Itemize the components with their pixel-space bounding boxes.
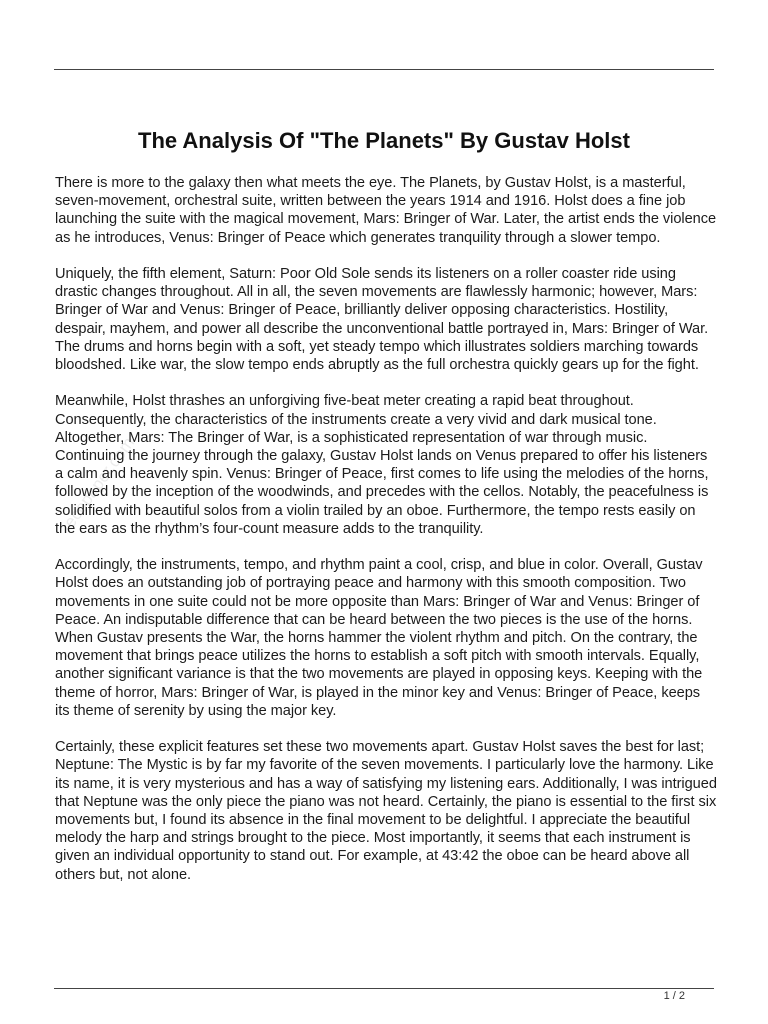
watermark: ecopaper.com xyxy=(60,433,139,532)
footer-divider xyxy=(54,988,714,989)
paragraph: Accordingly, the instruments, tempo, and rhythm paint a cool, crisp, and blue in color. Overall, Gustav Holst does an outstanding job of portraying peace and harmony with this smooth composition. Two movements in one suite could not be more opposite than Mars: Bringer of War and Venus: Bringer of Peace. An indisputable difference that can be heard between the two pieces is the use of the horns. When Gustav presents the War, the horns hammer the violent rhythm and pitch. On the contrary, the movement that brings peace utilizes the horns to establish a soft pitch with smooth intervals. Equally, another significant variance is that the two movements are played in opposing keys. Keeping with the theme of horror, Mars: Bringer of War, is played in the minor key and Venus: Bringer of Peace, keeps its theme of serenity by using the major key. xyxy=(55,557,703,719)
paragraph: Uniquely, the fifth element, Saturn: Poor Old Sole sends its listeners on a roller coaster ride using drastic changes throughout. All in all, the seven movements are flawlessly harmonic; however, Mars: Bringer of War and Venus: Bringer of Peace, brilliantly deliver opposing characteristics. Hostility, despair, mayhem, and power all describe the unconventional battle portrayed in, Mars: Bringer of War. The drums and horns begin with a soft, yet steady tempo which illustrates soldiers marching towards bloodshed. Like war, the slow tempo ends abruptly as the full orchestra quickly gears up for the fight. xyxy=(55,266,709,374)
page-number: 1 / 2 xyxy=(663,990,685,1002)
paragraph: Certainly, these explicit features set these two movements apart. Gustav Holst saves the best for last; Neptune: The Mystic is by far my favorite of the seven movements. I particularly love the harmony. Like its name, it is very mysterious and has a way of satisfying my listening ears. Additionally, I was intrigued that Neptune was the only piece the piano was not heard. Certainly, the piano is essential to the first six movements but, I found its absence in the final movement to be delightful. I appreciate the beautiful melody the harp and strings brought to the piece. Most importantly, it seems that each instrument is given an individual opportunity to stand out. For example, at 43:42 the oboe can be heard above all others but, not alone. xyxy=(55,739,717,883)
paragraph: There is more to the galaxy then what meets the eye. The Planets, by Gustav Holst, is a masterful, seven-movement, orchestral suite, written between the years 1914 and 1916. Holst does a fine job launching the suite with the magical movement, Mars: Bringer of War. Later, the artist ends the violence as he introduces, Venus: Bringer of Peace which generates tranquility through a slower tempo. xyxy=(55,175,717,246)
document-body xyxy=(55,174,717,902)
paragraph: Meanwhile, Holst thrashes an unforgiving five-beat meter creating a rapid beat throughout. Consequently, the characteristics of the instruments create a very vivid and dark musical tone. Altogether, Mars: The Bringer of War, is a sophisticated representation of war through music. Continuing the journey through the galaxy, Gustav Holst lands on Venus prepared to offer his listeners a calm and heavenly spin. Venus: Bringer of Peace, first comes to life using the melodies of the horns, followed by the inception of the woodwinds, and precedes with the cellos. Notably, the peacefulness is solidified with beautiful solos from a violin trailed by an oboe. Furthermore, the tempo rests easily on the ears as the rhythm’s four-count measure adds to the tranquility. xyxy=(55,393,709,537)
document-title: The Analysis Of "The Planets" By Gustav Holst xyxy=(138,128,630,153)
header-divider xyxy=(54,69,714,70)
